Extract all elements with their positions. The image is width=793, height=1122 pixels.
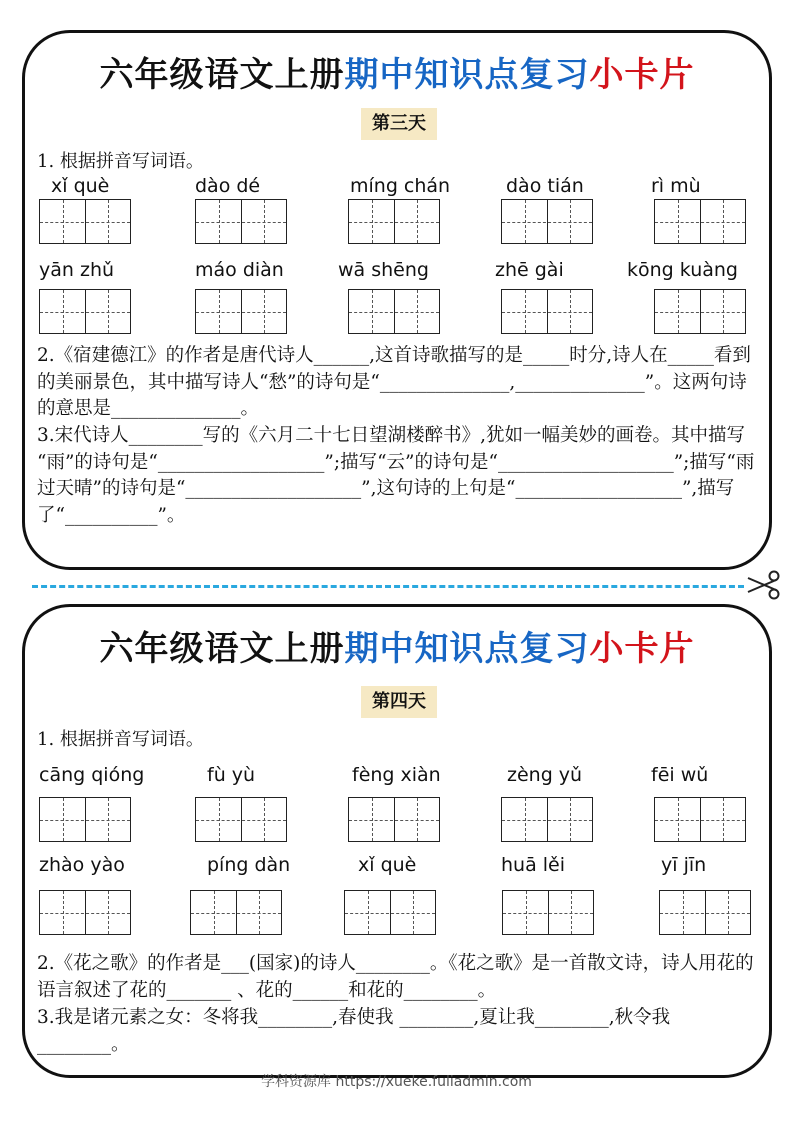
- scissors-icon: [746, 570, 782, 600]
- pinyin-label: cāng qióng: [39, 764, 145, 786]
- writing-grid[interactable]: [654, 199, 746, 244]
- pinyin-label: xǐ què: [358, 854, 417, 876]
- pinyin-label: yī jīn: [661, 854, 707, 876]
- pinyin-label: huā lěi: [501, 854, 566, 876]
- writing-grid[interactable]: [344, 890, 436, 935]
- writing-grid[interactable]: [654, 797, 746, 842]
- writing-grid[interactable]: [195, 199, 287, 244]
- pinyin-label: fù yù: [207, 764, 256, 786]
- question-3: 3.我是诸元素之女：冬将我________,春使我 ________,夏让我________,秋令我________。: [37, 1007, 671, 1055]
- writing-grid[interactable]: [659, 890, 751, 935]
- pinyin-label: fèng xiàn: [352, 764, 441, 786]
- pinyin-label: píng dàn: [207, 854, 291, 876]
- card-title: [25, 47, 769, 96]
- cut-line: [32, 585, 744, 588]
- title-part-red: 小卡片: [589, 629, 695, 669]
- pinyin-label: zhào yào: [39, 854, 125, 876]
- pinyin-label: wā shēng: [338, 259, 429, 281]
- writing-grid[interactable]: [190, 890, 282, 935]
- writing-grid[interactable]: [39, 289, 131, 334]
- title-part-black: 六年级语文上册: [99, 629, 345, 669]
- pinyin-label: zhē gài: [495, 259, 564, 281]
- question-1: 1. 根据拼音写词语。: [37, 151, 204, 172]
- pinyin-label: máo diàn: [195, 259, 284, 281]
- writing-grid[interactable]: [39, 890, 131, 935]
- title-part-red: 小卡片: [589, 55, 695, 95]
- pinyin-label: yān zhǔ: [39, 259, 115, 281]
- pinyin-label: dào tián: [506, 175, 584, 197]
- writing-grid[interactable]: [195, 289, 287, 334]
- day-badge: 第四天: [361, 686, 437, 718]
- card-day-four: [22, 604, 772, 1078]
- writing-grid[interactable]: [39, 199, 131, 244]
- writing-grid[interactable]: [348, 199, 440, 244]
- question-2: 2.《宿建德江》的作者是唐代诗人______,这首诗歌描写的是_____时分,诗人在_____看到的美丽景色，其中描写诗人“愁”的诗句是“______________,______________”。这两句诗的意思是______________。: [37, 345, 751, 419]
- pinyin-label: rì mù: [651, 175, 701, 197]
- card-title: [25, 621, 769, 670]
- writing-grid[interactable]: [654, 289, 746, 334]
- title-part-black: 六年级语文上册: [99, 55, 345, 95]
- writing-grid[interactable]: [502, 890, 594, 935]
- question-2: 2.《花之歌》的作者是___(国家)的诗人________。《花之歌》是一首散文诗，诗人用花的语言叙述了花的_______ 、花的______和花的________。: [37, 953, 754, 1001]
- pinyin-label: xǐ què: [51, 175, 110, 197]
- writing-grid[interactable]: [501, 199, 593, 244]
- title-part-blue: 期中知识点复习: [344, 629, 590, 669]
- pinyin-label: dào dé: [195, 175, 261, 197]
- pinyin-label: kōng kuàng: [627, 259, 738, 281]
- writing-grid[interactable]: [501, 797, 593, 842]
- question-3: 3.宋代诗人________写的《六月二十七日望湖楼醉书》,犹如一幅美妙的画卷。其中描写 “雨”的诗句是“__________________”;描写“云”的诗句是“___________________”;描写“雨过天晴”的诗句是“___________________”,这句诗的上句是“__________________”,描写了“__________”。: [37, 425, 755, 526]
- day-badge: 第三天: [361, 108, 437, 140]
- writing-grid[interactable]: [195, 797, 287, 842]
- pinyin-label: zèng yǔ: [507, 764, 583, 786]
- writing-grid[interactable]: [39, 797, 131, 842]
- pinyin-label: fēi wǔ: [651, 764, 709, 786]
- pinyin-label: míng chán: [350, 175, 451, 197]
- footer-watermark: 学科资源库 https://xueke.fuliadmin.com: [261, 1074, 532, 1090]
- writing-grid[interactable]: [348, 797, 440, 842]
- writing-grid[interactable]: [348, 289, 440, 334]
- question-1: 1. 根据拼音写词语。: [37, 729, 204, 750]
- title-part-blue: 期中知识点复习: [344, 55, 590, 95]
- card-day-three: [22, 30, 772, 570]
- writing-grid[interactable]: [501, 289, 593, 334]
